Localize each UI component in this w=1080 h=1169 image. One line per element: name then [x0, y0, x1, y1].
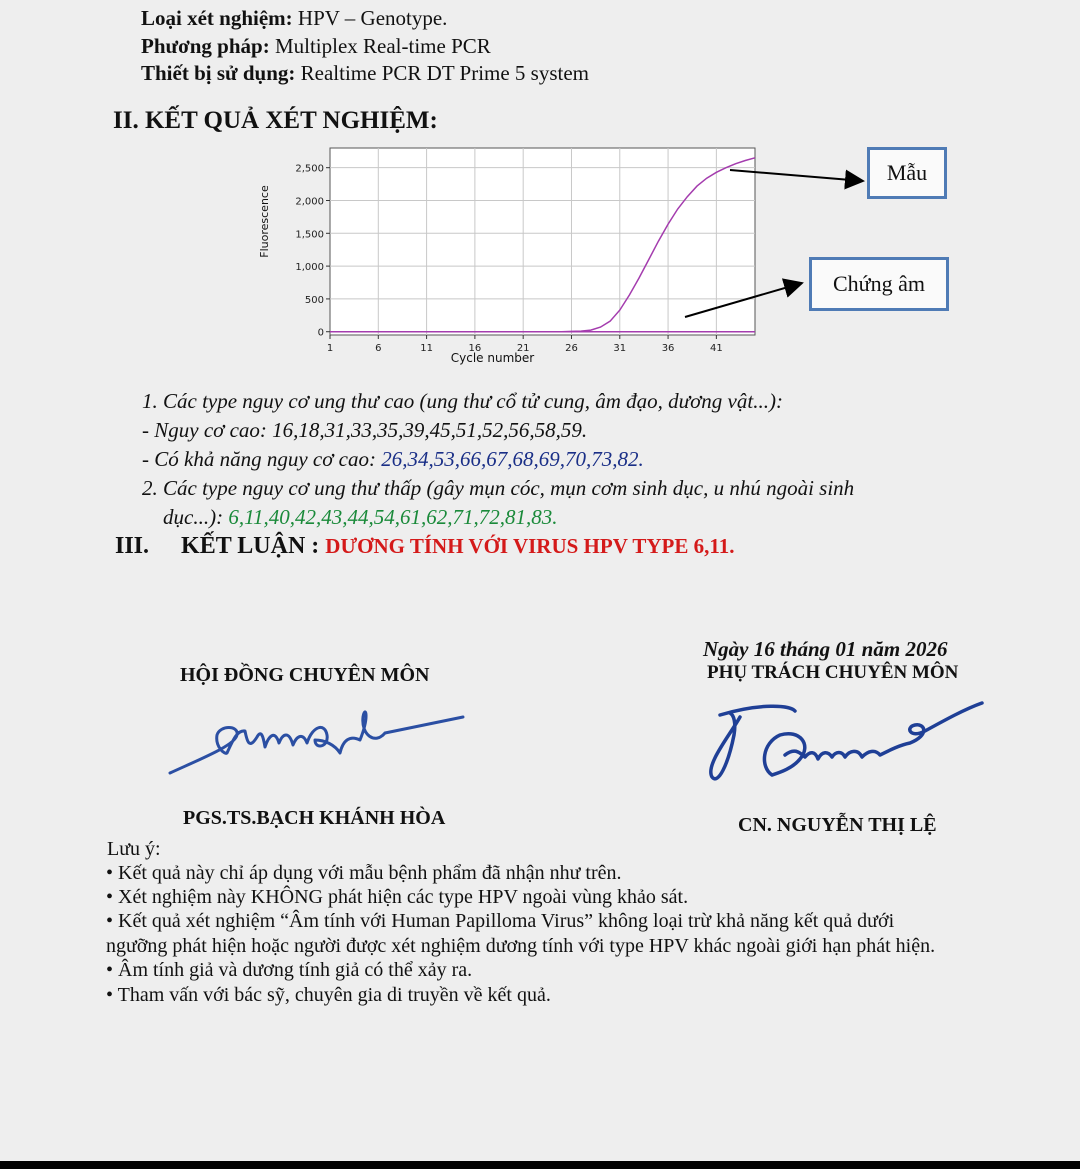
- item-2-title: 2. Các type nguy cơ ung thư thấp (gây mụn cóc, mụn cơm sinh dục, u nhú ngoài sinh: [142, 476, 855, 500]
- test-type-label: Loại xét nghiệm:: [141, 6, 293, 30]
- conclusion-label: KẾT LUẬN :: [181, 533, 326, 559]
- y-tick-label: 0: [317, 327, 324, 339]
- negative-control-arrow: [685, 283, 802, 317]
- device-line: [141, 61, 589, 86]
- item-1-possible-line: [142, 447, 644, 472]
- left-signer-title: HỘI ĐỒNG CHUYÊN MÔN: [180, 664, 430, 686]
- report-date: Ngày 16 tháng 01 năm 2026: [703, 637, 948, 661]
- x-tick-label: 1: [326, 343, 334, 354]
- x-tick-label: 16: [468, 343, 482, 354]
- right-signer-name: CN. NGUYỄN THỊ LỆ: [738, 814, 937, 836]
- device-label: Thiết bị sử dụng:: [141, 61, 296, 85]
- sample-callout-text: Mẫu: [886, 160, 928, 185]
- note-4: • Âm tính giả và dương tính giả có thể xảy ra.: [106, 959, 473, 981]
- y-tick-label: 1,000: [295, 262, 324, 274]
- x-tick-label: 6: [375, 343, 382, 354]
- item-1-high-risk: - Nguy cơ cao: 16,18,31,33,35,39,45,51,52,56,58,59.: [142, 418, 588, 442]
- method-line: [141, 34, 491, 59]
- item-1-possible-label: - Có khả năng nguy cơ cao:: [142, 447, 382, 471]
- notes-title: Lưu ý:: [107, 838, 161, 860]
- x-tick-label: 31: [613, 343, 627, 354]
- conclusion-number: III.: [115, 533, 150, 559]
- y-tick-label: 500: [304, 294, 324, 306]
- right-signature: [700, 695, 985, 785]
- note-3a: • Kết quả xét nghiệm “Âm tính với Human Papilloma Virus” không loại trừ khả năng kết quả dưới: [106, 910, 895, 932]
- section-2-title: II. KẾT QUẢ XÉT NGHIỆM:: [113, 107, 438, 134]
- x-tick-label: 36: [661, 343, 675, 354]
- left-signature: [165, 695, 465, 780]
- item-2-types-line: [163, 505, 558, 530]
- negative-control-callout-text: Chứng âm: [833, 271, 925, 296]
- method-value: Multiplex Real-time PCR: [274, 34, 491, 58]
- note-1: • Kết quả này chỉ áp dụng với mẫu bệnh phẩm đã nhận như trên.: [106, 862, 622, 884]
- x-tick-label: 11: [420, 343, 433, 354]
- note-3b: ngưỡng phát hiện hoặc người được xét nghiệm dương tính với type HPV khác ngoài giới hạn phát hiện.: [106, 935, 936, 957]
- device-value: Realtime PCR DT Prime 5 system: [300, 61, 590, 85]
- x-tick-label: 26: [565, 343, 578, 354]
- item-2-cont: dục...):: [163, 505, 229, 529]
- test-type-value: HPV – Genotype.: [297, 6, 448, 30]
- sample-arrow: [730, 170, 863, 181]
- x-axis-label: Cycle number: [450, 351, 535, 365]
- note-5: • Tham vấn với bác sỹ, chuyên gia di truyền về kết quả.: [106, 984, 551, 1006]
- conclusion-value: DƯƠNG TÍNH VỚI VIRUS HPV TYPE 6,11.: [325, 534, 735, 558]
- x-tick-label: 41: [709, 343, 723, 354]
- item-2-types: 6,11,40,42,43,44,54,61,62,71,72,81,83.: [228, 505, 558, 529]
- item-1-possible-types: 26,34,53,66,67,68,69,70,73,82.: [381, 447, 644, 471]
- x-tick-label: 21: [516, 343, 530, 354]
- right-signer-title: PHỤ TRÁCH CHUYÊN MÔN: [707, 662, 959, 683]
- y-tick-label: 2,500: [295, 163, 324, 175]
- sample-callout: [867, 147, 947, 199]
- y-tick-label: 2,000: [295, 196, 324, 208]
- method-label: Phương pháp:: [141, 34, 270, 58]
- left-signer-name: PGS.TS.BẠCH KHÁNH HÒA: [183, 807, 446, 829]
- y-axis-label: Fluorescence: [258, 185, 271, 258]
- note-2: • Xét nghiệm này KHÔNG phát hiện các type HPV ngoài vùng khảo sát.: [106, 886, 689, 908]
- test-type-line: [141, 6, 447, 31]
- negative-control-callout: [809, 257, 949, 311]
- conclusion-line: [115, 533, 734, 560]
- bottom-bar: [0, 1161, 1080, 1169]
- item-1-title: 1. Các type nguy cơ ung thư cao (ung thư cổ tử cung, âm đạo, dương vật...):: [142, 389, 783, 413]
- y-tick-label: 1,500: [295, 229, 324, 241]
